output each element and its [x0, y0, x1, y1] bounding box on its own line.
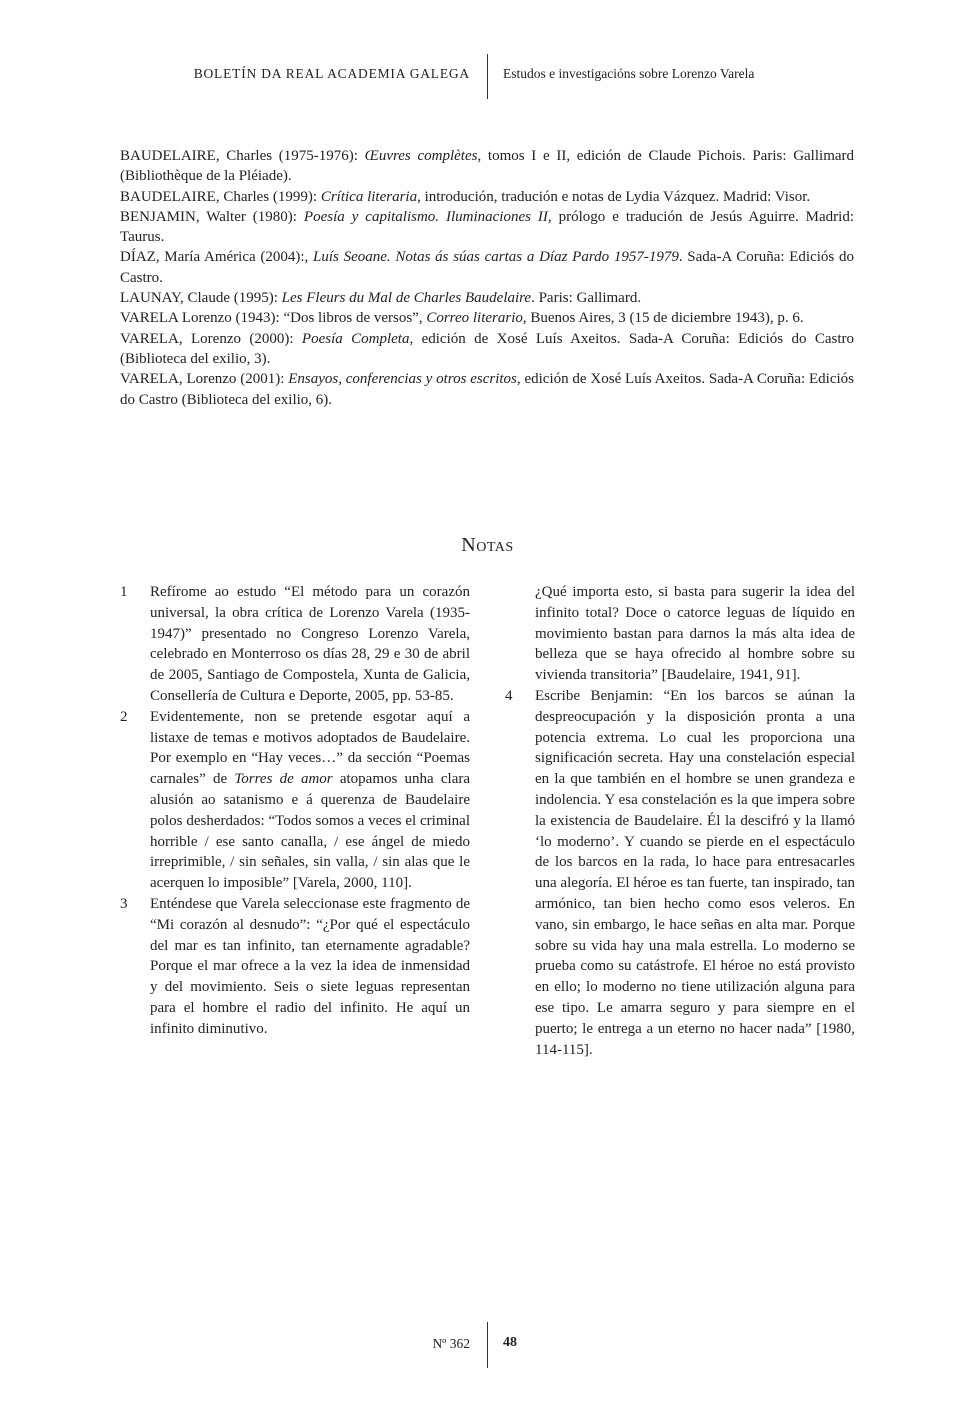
note-number: 3 [120, 895, 128, 912]
reference-entry: BENJAMIN, Walter (1980): Poesía y capitalismo. Iluminaciones II, prólogo e tradución de Jesús Aguirre. Madrid: Taurus. [120, 208, 854, 246]
note-2: 2 Evidentemente, non se pretende esgotar aquí a listaxe de temas e motivos adoptados de Baudelaire. Por exemplo en “Hay veces…” da sección “Poemas carnales” de Torres de amor atopamos unha clara alusión ao satanismo e á querenza de Baudelaire polos desherdados: “Todos somos a veces el criminal horrible / ese santo canalla, / ese ángel de miedo irreprimible, / sin señales, sin valla, / sin alas que le acerquen lo imposible” [Varela, 2000, 110]. [120, 708, 471, 892]
journal-title: BOLETÍN DA REAL ACADEMIA GALEGA [193, 66, 470, 81]
issue-number: Nº 362 [432, 1336, 470, 1351]
note-3-continuation: ¿Qué importa esto, si basta para sugerir la idea del infinito total? Doce o catorce leguas de líquido en movimiento bastan para darnos la más alta idea de belleza que se haya ofrecido al hombre sobre su vivienda transitoria” [Baudelaire, 1941, 91]. [535, 584, 855, 684]
reference-entry: VARELA, Lorenzo (2000): Poesía Completa, edición de Xosé Luís Axeitos. Sada-A Coruña: Ediciós do Castro (Biblioteca del exilio, 3). [120, 330, 855, 367]
header-divider [487, 54, 488, 99]
note-4: 4 Escribe Benjamin: “En los barcos se aúnan la despreocupación y la disposición pronta a una potencia extrema. Lo cual les proporciona una significación secreta. Hay una constelación especial en la que también en el hombre se unen grandeza e indolencia. Y esa constelación es la que impera sobre la existencia de Baudelaire. Él la descifró y la llamó ‘lo moderno’. Y cuando se pierde en el espectáculo de los barcos en la rada, lo hace para entresacarles una alegoría. El héroe es tan fuerte, tan inspirado, tan armónico, tan bien hecho como esos veleros. En vano, sin embargo, le hace señas en alta mar. Porque sobre su vida hay una mala estrella. Lo moderno se prueba como su catástrofe. El héroe no está provisto en ello; lo moderno no tiene utilización alguna para ese tipo. Le amarra seguro y para siempre en el puerto; le entrega a un eterno no hacer nada” [1980, 114-115]. [505, 687, 855, 1058]
note-number: 1 [120, 584, 128, 600]
note-number: 4 [505, 687, 513, 704]
note-number: 2 [120, 708, 128, 725]
reference-entry: DÍAZ, María América (2004):, Luís Seoane. Notas ás súas cartas a Díaz Pardo 1957-1979. Sada-A Coruña: Ediciós do Castro. [120, 249, 854, 286]
notes-column-right [505, 582, 855, 1060]
reference-entry: BAUDELAIRE, Charles (1975-1976): Œuvres complètes, tomos I e II, edición de Claude Pichois. Paris: Gallimard (Bibliothèque de la Pléiade). [120, 148, 855, 185]
references-list [120, 146, 854, 410]
page-number: 48 [503, 1335, 517, 1350]
footer-divider [487, 1322, 488, 1368]
reference-entry: VARELA Lorenzo (1943): “Dos libros de versos”, Correo literario, Buenos Aires, 3 (15 de diciembre 1943), p. 6. [120, 310, 804, 327]
reference-entry: BAUDELAIRE, Charles (1999): Crítica literaria, introdución, tradución e notas de Lydia Vázquez. Madrid: Visor. [120, 188, 811, 205]
reference-entry: LAUNAY, Claude (1995): Les Fleurs du Mal de Charles Baudelaire. Paris: Gallimard. [120, 290, 642, 307]
note-1: 1 Refírome ao estudo “El método para un corazón universal, la obra crítica de Lorenzo Varela (1935-1947)” presentado no Congreso Lorenzo Varela, celebrado en Monterroso os días 28, 29 e 30 de abril de 2005, Santiago de Compostela, Xunta de Galicia, Consellería de Cultura e Deporte, 2005, pp. 53-85. [120, 584, 470, 704]
notes-heading: Notas [461, 534, 514, 556]
reference-entry: VARELA, Lorenzo (2001): Ensayos, conferencias y otros escritos, edición de Xosé Luís Axeitos. Sada-A Coruña: Ediciós do Castro (Biblioteca del exilio, 6). [120, 371, 855, 408]
note-3: 3 Enténdese que Varela seleccionase este fragmento de “Mi corazón al desnudo”: “¿Por qué el espectáculo del mar es tan infinito, tan eternamente agradable? Porque el mar ofrece a la vez la idea de inmensidad y del movimiento. Seis o siete leguas representan para el hombre el radio del infinito. He aquí un infinito diminutivo. [120, 895, 470, 1037]
section-title-header: Estudos e investigacións sobre Lorenzo Varela [503, 66, 755, 81]
notes-column-left [120, 582, 470, 1040]
